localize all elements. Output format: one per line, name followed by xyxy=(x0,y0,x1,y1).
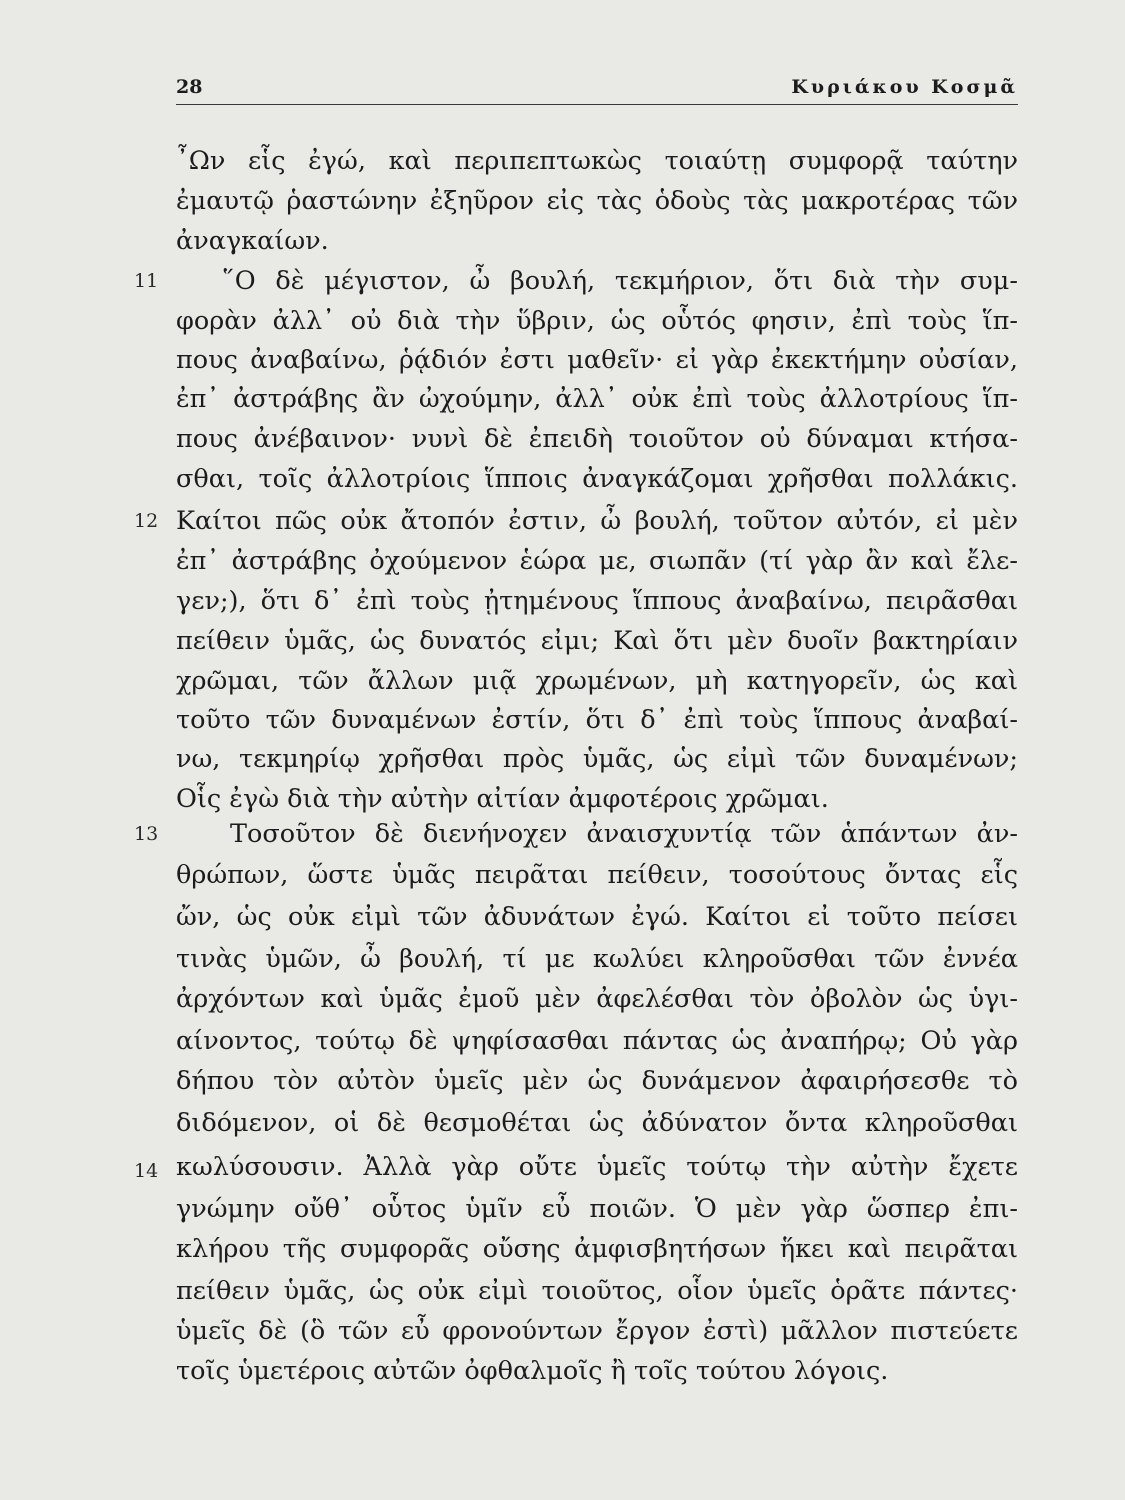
text-line: ἐμαυτῷ ῥαστώνην ἐξηῦρον εἰς τὰς ὁδοὺς τὰς μακροτέρας τῶν xyxy=(176,186,1018,216)
text-line: σθαι, τοῖς ἀλλοτρίοις ἵπποις ἀναγκάζομαι χρῆσθαι πολλάκις. xyxy=(176,464,1018,494)
text-line: πους ἀναβαίνω, ῥᾴδιόν ἐστι μαθεῖν· εἰ γὰρ ἐκεκτήμην οὐσίαν, xyxy=(176,345,1018,375)
text-line: ῏Ων εἷς ἐγώ, καὶ περιπεπτωκὼς τοιαύτῃ συμφορᾷ ταύτην xyxy=(176,146,1018,176)
section-number: 14 xyxy=(134,1160,159,1182)
text-line: Οἷς ἐγὼ διὰ τὴν αὐτὴν αἰτίαν ἀμφοτέροις χρῶμαι. xyxy=(176,784,829,814)
text-line: διδόμενον, οἱ δὲ θεσμοθέται ὡς ἀδύνατον ὄντα κληροῦσθαι xyxy=(176,1108,1018,1138)
text-line: φορὰν ἀλλ᾽ οὐ διὰ τὴν ὕβριν, ὡς οὗτός φησιν, ἐπὶ τοὺς ἵπ- xyxy=(176,306,1018,336)
text-line: γεν;), ὅτι δ᾽ ἐπὶ τοὺς ᾐτημένους ἵππους ἀναβαίνω, πειρᾶσθαι xyxy=(176,586,1018,616)
text-line: ἐπ᾽ ἀστράβης ἂν ὠχούμην, ἀλλ᾽ οὐκ ἐπὶ τοὺς ἀλλοτρίους ἵπ- xyxy=(176,384,1018,414)
text-line: πείθειν ὑμᾶς, ὡς δυνατός εἰμι; Καὶ ὅτι μὲν δυοῖν βακτηρίαιν xyxy=(176,626,1018,656)
section-number: 13 xyxy=(134,823,159,845)
section-number: 12 xyxy=(134,510,159,532)
text-line: θρώπων, ὥστε ὑμᾶς πειρᾶται πείθειν, τοσούτους ὄντας εἷς xyxy=(176,860,1018,890)
text-line: τοῖς ὑμετέροις αὐτῶν ὀφθαλμοῖς ἢ τοῖς τούτου λόγοις. xyxy=(176,1356,889,1386)
text-line: πους ἀνέβαινον· νυνὶ δὲ ἐπειδὴ τοιοῦτον οὐ δύναμαι κτήσα- xyxy=(176,424,1018,454)
text-line: ἀναγκαίων. xyxy=(176,226,329,256)
text-line: νω, τεκμηρίῳ χρῆσθαι πρὸς ὑμᾶς, ὡς εἰμὶ τῶν δυναμένων; xyxy=(176,744,1018,774)
text-line: ὑμεῖς δὲ (ὃ τῶν εὖ φρονούντων ἔργον ἐστὶ) μᾶλλον πιστεύετε xyxy=(176,1316,1018,1346)
text-line: ἀρχόντων καὶ ὑμᾶς ἐμοῦ μὲν ἀφελέσθαι τὸν ὀβολὸν ὡς ὑγι- xyxy=(176,984,1018,1014)
text-line: χρῶμαι, τῶν ἄλλων μιᾷ χρωμένων, μὴ κατηγορεῖν, ὡς καὶ xyxy=(176,666,1018,696)
text-line: δήπου τὸν αὐτὸν ὑμεῖς μὲν ὡς δυνάμενον ἀφαιρήσεσθε τὸ xyxy=(176,1066,1018,1096)
page-header xyxy=(176,76,1018,105)
text-line: γνώμην οὔθ᾽ οὗτος ὑμῖν εὖ ποιῶν. Ὁ μὲν γὰρ ὥσπερ ἐπι- xyxy=(176,1194,1018,1224)
text-line: ὤν, ὡς οὐκ εἰμὶ τῶν ἀδυνάτων ἐγώ. Καίτοι εἰ τοῦτο πείσει xyxy=(176,902,1018,932)
text-line: τοῦτο τῶν δυναμένων ἐστίν, ὅτι δ᾽ ἐπὶ τοὺς ἵππους ἀναβαί- xyxy=(176,705,1018,735)
text-line: Τοσοῦτον δὲ διενήνοχεν ἀναισχυντίᾳ τῶν ἁπάντων ἀν- xyxy=(230,819,1018,849)
text-line: ἐπ᾽ ἀστράβης ὀχούμενον ἑώρα με, σιωπᾶν (τί γὰρ ἂν καὶ ἔλε- xyxy=(176,546,1018,576)
text-line: ῞Ο δὲ μέγιστον, ὦ βουλή, τεκμήριον, ὅτι διὰ τὴν συμ- xyxy=(222,266,1018,296)
text-line: κλήρου τῆς συμφορᾶς οὔσης ἀμφισβητήσων ἥκει καὶ πειρᾶται xyxy=(176,1234,1018,1264)
text-line: αίνοντος, τούτῳ δὲ ψηφίσασθαι πάντας ὡς ἀναπήρῳ; Οὐ γὰρ xyxy=(176,1026,1018,1056)
text-line: κωλύσουσιν. Ἀλλὰ γὰρ οὔτε ὑμεῖς τούτῳ τὴν αὐτὴν ἔχετε xyxy=(176,1152,1018,1182)
section-number: 11 xyxy=(134,270,159,292)
text-line: τινὰς ὑμῶν, ὦ βουλή, τί με κωλύει κληροῦσθαι τῶν ἐννέα xyxy=(176,944,1018,974)
running-head: Κυριάκου Κοσμᾶ xyxy=(791,76,1018,98)
page-number: 28 xyxy=(176,76,203,98)
text-line: πείθειν ὑμᾶς, ὡς οὐκ εἰμὶ τοιοῦτος, οἷον ὑμεῖς ὁρᾶτε πάντες· xyxy=(176,1276,1018,1306)
text-line: Καίτοι πῶς οὐκ ἄτοπόν ἐστιν, ὦ βουλή, τοῦτον αὐτόν, εἰ μὲν xyxy=(176,506,1018,536)
